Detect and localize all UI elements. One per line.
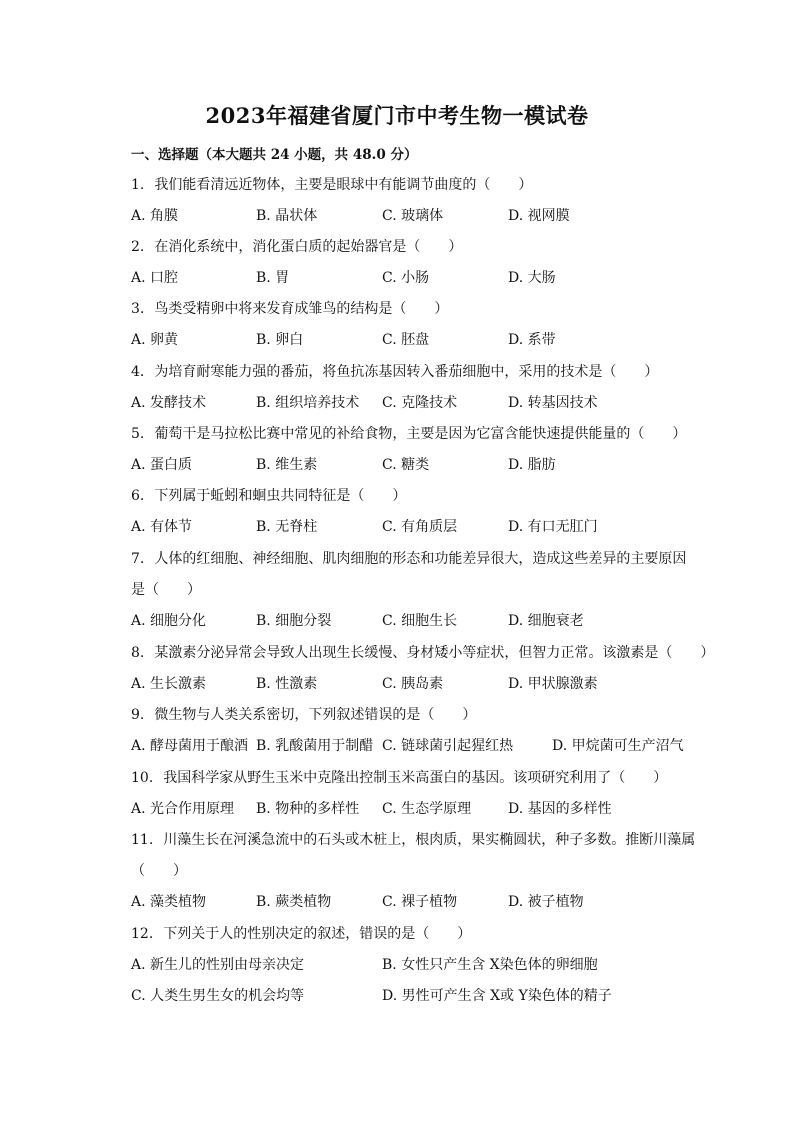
question-number: 2.	[131, 239, 145, 255]
section-heading: 一、选择题（本大题共 24 小题，共 48.0 分）	[131, 147, 418, 163]
question-text: 鸟类受精卵中将来发育成雏鸟的结构是（ ）	[154, 301, 449, 317]
option-a[interactable]: A. 蛋白质	[131, 457, 193, 473]
option-b[interactable]: B. 卵白	[256, 332, 304, 348]
option-c[interactable]: C. 链球菌引起猩红热	[382, 738, 514, 754]
option-d[interactable]: D. 系带	[508, 332, 556, 348]
option-a[interactable]: A. 新生儿的性别由母亲决定	[131, 957, 305, 973]
question-number: 1.	[131, 177, 145, 193]
question-text: 我国科学家从野生玉米中克隆出控制玉米高蛋白的基因。该项研究利用了（ ）	[163, 770, 668, 786]
question-7-continued: 是（ ）	[131, 582, 201, 598]
option-a[interactable]: A. 口腔	[131, 270, 179, 286]
question-number: 8.	[131, 645, 145, 661]
question-number: 7.	[131, 551, 145, 567]
question-text: 我们能看清远近物体，主要是眼球中有能调节曲度的（ ）	[154, 177, 533, 193]
question-number: 11.	[131, 832, 154, 848]
option-d[interactable]: D. 甲烷菌可生产沼气	[552, 738, 684, 754]
question-1	[131, 175, 532, 195]
question-text: 下列关于人的性别决定的叙述，错误的是（ ）	[163, 926, 472, 942]
option-d[interactable]: D. 男性可产生含 X或 Y染色体的精子	[382, 988, 612, 1004]
question-text: 人体的红细胞、神经细胞、肌肉细胞的形态和功能差异很大，造成这些差异的主要原因	[154, 551, 687, 567]
question-8	[131, 643, 714, 663]
option-b[interactable]: B. 维生素	[256, 457, 318, 473]
option-d[interactable]: D. 甲状腺激素	[508, 676, 598, 692]
option-d[interactable]: D. 细胞衰老	[508, 613, 584, 629]
option-c[interactable]: C. 人类生男生女的机会均等	[131, 988, 305, 1004]
question-4	[131, 362, 658, 382]
question-text: 为培育耐寒能力强的番茄，将鱼抗冻基因转入番茄细胞中，采用的技术是（ ）	[154, 364, 659, 380]
option-d[interactable]: D. 基因的多样性	[508, 801, 612, 817]
question-10	[131, 768, 667, 788]
option-d[interactable]: D. 被子植物	[508, 894, 584, 910]
option-c[interactable]: C. 胚盘	[382, 332, 430, 348]
question-number: 3.	[131, 301, 145, 317]
option-a[interactable]: A. 角膜	[131, 208, 179, 224]
option-a[interactable]: A. 藻类植物	[131, 894, 207, 910]
question-text: 下列属于蚯蚓和蛔虫共同特征是（ ）	[154, 488, 407, 504]
option-d[interactable]: D. 大肠	[508, 270, 556, 286]
option-b[interactable]: B. 晶状体	[256, 208, 318, 224]
question-text: 川藻生长在河溪急流中的石头或木桩上，根肉质，果实椭圆状，种子多数。推断川藻属	[163, 832, 696, 848]
option-b[interactable]: B. 蕨类植物	[256, 894, 332, 910]
question-number: 5.	[131, 426, 145, 442]
option-c[interactable]: C. 玻璃体	[382, 208, 444, 224]
question-11	[131, 830, 695, 850]
option-d[interactable]: D. 转基因技术	[508, 395, 598, 411]
option-b[interactable]: B. 组织培养技术	[256, 395, 360, 411]
option-d[interactable]: D. 有口无肛门	[508, 519, 598, 535]
option-a[interactable]: A. 发酵技术	[131, 395, 207, 411]
question-12	[131, 924, 471, 944]
option-d[interactable]: D. 视网膜	[508, 208, 570, 224]
option-c[interactable]: C. 小肠	[382, 270, 430, 286]
question-2	[131, 237, 462, 257]
page-title: 2023年福建省厦门市中考生物一模试卷	[205, 103, 589, 128]
option-b[interactable]: B. 乳酸菌用于制醋	[256, 738, 374, 754]
option-a[interactable]: A. 有体节	[131, 519, 193, 535]
option-a[interactable]: A. 细胞分化	[131, 613, 207, 629]
option-c[interactable]: C. 裸子植物	[382, 894, 458, 910]
option-d[interactable]: D. 脂肪	[508, 457, 556, 473]
option-c[interactable]: C. 克隆技术	[382, 395, 458, 411]
option-b[interactable]: B. 性激素	[256, 676, 318, 692]
option-a[interactable]: A. 光合作用原理	[131, 801, 235, 817]
question-text: 微生物与人类关系密切，下列叙述错误的是（ ）	[154, 707, 477, 723]
option-b[interactable]: B. 细胞分裂	[256, 613, 332, 629]
question-9	[131, 705, 476, 725]
question-number: 9.	[131, 707, 145, 723]
option-c[interactable]: C. 有角质层	[382, 519, 458, 535]
option-b[interactable]: B. 女性只产生含 X染色体的卵细胞	[382, 957, 598, 973]
question-number: 6.	[131, 488, 145, 504]
question-number: 10.	[131, 770, 154, 786]
question-7	[131, 549, 686, 569]
question-3	[131, 299, 448, 319]
question-text: 某激素分泌异常会导致人出现生长缓慢、身材矮小等症状，但智力正常。该激素是（ ）	[154, 645, 715, 661]
question-5	[131, 424, 686, 444]
question-6	[131, 486, 406, 506]
option-a[interactable]: A. 卵黄	[131, 332, 179, 348]
option-c[interactable]: C. 生态学原理	[382, 801, 472, 817]
option-c[interactable]: C. 糖类	[382, 457, 430, 473]
question-11-continued: （ ）	[131, 863, 187, 879]
question-number: 4.	[131, 364, 145, 380]
option-c[interactable]: C. 细胞生长	[382, 613, 458, 629]
question-text: 葡萄干是马拉松比赛中常见的补给食物，主要是因为它富含能快速提供能量的（ ）	[154, 426, 687, 442]
option-b[interactable]: B. 无脊柱	[256, 519, 318, 535]
option-a[interactable]: A. 生长激素	[131, 676, 207, 692]
question-text: 在消化系统中，消化蛋白质的起始器官是（ ）	[154, 239, 463, 255]
option-c[interactable]: C. 胰岛素	[382, 676, 444, 692]
question-number: 12.	[131, 926, 154, 942]
option-a[interactable]: A. 酵母菌用于酿酒	[131, 738, 249, 754]
option-b[interactable]: B. 胃	[256, 270, 290, 286]
option-b[interactable]: B. 物种的多样性	[256, 801, 360, 817]
